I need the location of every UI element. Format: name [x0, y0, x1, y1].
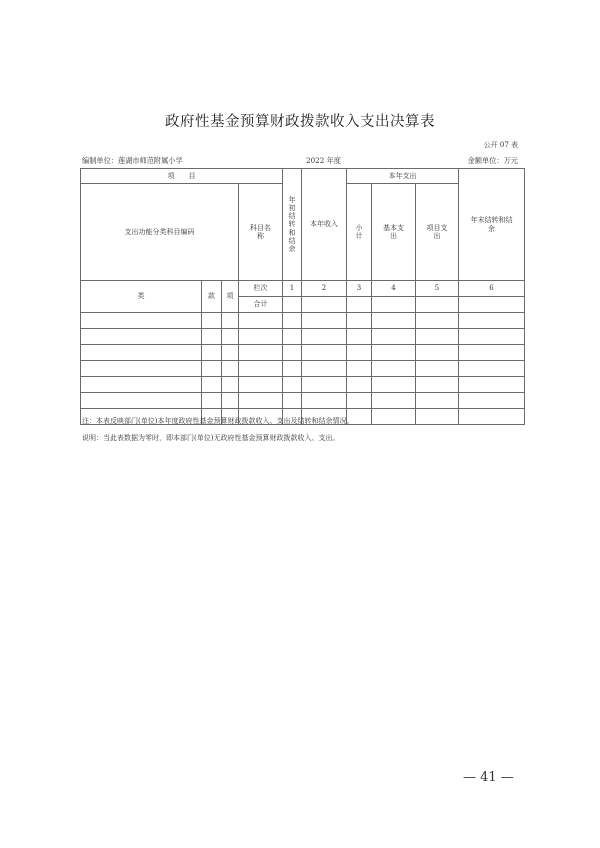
- table-cell: [302, 345, 347, 361]
- table-row: [81, 329, 525, 345]
- prepared-unit: 编制单位：莲湖市师范附属小学: [82, 156, 183, 165]
- table-cell: [81, 361, 202, 377]
- table-cell: [416, 361, 459, 377]
- table-cell: [372, 377, 416, 393]
- table-cell: [302, 313, 347, 329]
- page-number: — 41 —: [463, 770, 514, 785]
- header-annual-income: 本年收入: [302, 169, 347, 281]
- table-cell: [347, 313, 372, 329]
- table-cell: [459, 297, 525, 313]
- table-row: [81, 345, 525, 361]
- table-cell: [239, 393, 283, 409]
- table-cell: [347, 297, 372, 313]
- table-cell: [302, 297, 347, 313]
- header-function-code: 支出功能分类科目编码: [81, 184, 239, 281]
- table-cell: [372, 313, 416, 329]
- table-cell: [283, 329, 302, 345]
- table-cell: [459, 345, 525, 361]
- note-scope: 注：本表反映部门(单位)本年度政府性基金预算财政拨款收入、支出及结转和结余情况。: [82, 417, 354, 425]
- table-cell: [347, 329, 372, 345]
- header-xiang: 项: [222, 281, 239, 313]
- table-cell: [239, 329, 283, 345]
- table-cell: [372, 297, 416, 313]
- table-cell: [202, 329, 222, 345]
- table-cell: [347, 393, 372, 409]
- header-item: 项 目: [81, 169, 283, 184]
- blank-rows: [81, 313, 525, 425]
- table-cell: [302, 377, 347, 393]
- table-cell: [81, 345, 202, 361]
- table-cell: [347, 377, 372, 393]
- fiscal-year: 2022 年度: [306, 156, 341, 165]
- table-row: [81, 361, 525, 377]
- table-cell: [81, 329, 202, 345]
- table-cell: [81, 313, 202, 329]
- total-label: 合计: [239, 297, 283, 313]
- table-cell: [222, 329, 239, 345]
- table-cell: [222, 345, 239, 361]
- table-cell: [347, 361, 372, 377]
- table-cell: [302, 361, 347, 377]
- table-cell: [222, 377, 239, 393]
- table-cell: [222, 313, 239, 329]
- col-number: 2: [302, 281, 347, 297]
- table-cell: [283, 361, 302, 377]
- table-cell: [459, 329, 525, 345]
- table-cell: [283, 345, 302, 361]
- table-cell: [222, 393, 239, 409]
- col-number: 6: [459, 281, 525, 297]
- table-row: [81, 313, 525, 329]
- table-row: [81, 377, 525, 393]
- table-cell: [372, 329, 416, 345]
- fund-budget-table: [80, 168, 525, 425]
- header-basic-expense: 基本支 出: [372, 184, 416, 281]
- table-cell: [202, 361, 222, 377]
- table-cell: [283, 297, 302, 313]
- table-cell: [416, 345, 459, 361]
- header-kuan: 款: [202, 281, 222, 313]
- table-cell: [347, 345, 372, 361]
- table-cell: [372, 409, 416, 425]
- table-cell: [372, 361, 416, 377]
- table-cell: [416, 297, 459, 313]
- header-initial-balance: 年 初 结 转 和 结 余: [283, 169, 302, 281]
- table-cell: [459, 409, 525, 425]
- col-number: 1: [283, 281, 302, 297]
- col-number: 3: [347, 281, 372, 297]
- table-row: [81, 393, 525, 409]
- table-cell: [416, 377, 459, 393]
- table-cell: [202, 377, 222, 393]
- document-title: 政府性基金预算财政拨款收入支出决算表: [165, 114, 435, 130]
- header-project-expense: 项目支 出: [416, 184, 459, 281]
- currency-unit: 金额单位：万元: [467, 156, 518, 165]
- table-cell: [81, 393, 202, 409]
- table-cell: [302, 393, 347, 409]
- header-lanci: 栏次: [239, 281, 283, 297]
- table-cell: [372, 345, 416, 361]
- col-number: 5: [416, 281, 459, 297]
- table-cell: [283, 393, 302, 409]
- table-cell: [459, 377, 525, 393]
- table-cell: [459, 393, 525, 409]
- table-cell: [416, 329, 459, 345]
- table-code: 公开 07 表: [483, 141, 518, 149]
- header-subtotal: 小 计: [347, 184, 372, 281]
- table-cell: [239, 377, 283, 393]
- col-number: 4: [372, 281, 416, 297]
- header-subject-name: 科目名 称: [239, 184, 283, 281]
- header-annual-expense: 本年支出: [347, 169, 459, 184]
- table-cell: [239, 361, 283, 377]
- table-cell: [239, 345, 283, 361]
- table-cell: [283, 313, 302, 329]
- note-explanation: 说明：当此表数据为零时，即本部门(单位)无政府性基金预算财政拨款收入、支出。: [82, 434, 340, 442]
- table-cell: [202, 393, 222, 409]
- table-cell: [416, 313, 459, 329]
- header-end-balance: 年末结转和结 余: [459, 169, 525, 281]
- table-cell: [283, 377, 302, 393]
- table-cell: [372, 393, 416, 409]
- table-cell: [459, 361, 525, 377]
- table-cell: [459, 313, 525, 329]
- table-cell: [202, 345, 222, 361]
- header-lei: 类: [81, 281, 202, 313]
- table-cell: [416, 393, 459, 409]
- table-cell: [302, 329, 347, 345]
- table-cell: [239, 313, 283, 329]
- table-cell: [416, 409, 459, 425]
- table-cell: [81, 377, 202, 393]
- table-cell: [202, 313, 222, 329]
- table-cell: [222, 361, 239, 377]
